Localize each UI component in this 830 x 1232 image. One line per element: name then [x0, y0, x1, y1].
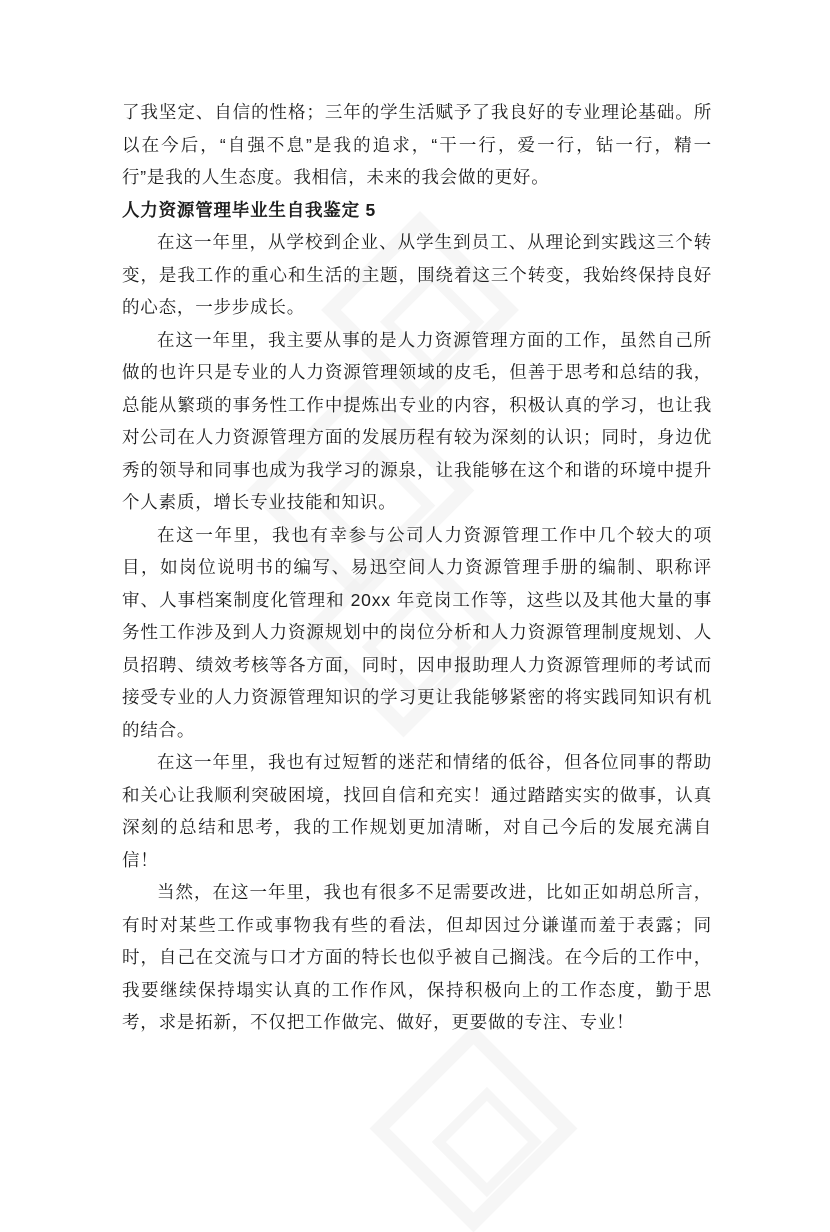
paragraph: 当然，在这一年里，我也有很多不足需要改进，比如正如胡总所言，有时对某些工作或事物我有些的看法，但却因过分谦谨而羞于表露；同时，自己在交流与口才方面的特长也似乎被自己搁浅。在今后的工作中，我要继续保持塌实认真的工作作风，保持积极向上的工作态度，勤于思考，求是拓新，不仅把工作做完、做好，更要做的专注、专业！: [122, 882, 712, 1032]
watermark-logo-icon: [400, 1055, 570, 1225]
paragraph: 在这一年里，从学校到企业、从学生到员工、从理论到实践这三个转变，是我工作的重心和生活的主题，围绕着这三个转变，我始终保持良好的心态，一步步成长。: [122, 232, 712, 317]
document-page: [122, 96, 712, 1039]
paragraph: 在这一年里，我也有过短暂的迷茫和情绪的低谷，但各位同事的帮助和关心让我顺利突破困境，找回自信和充实！通过踏踏实实的做事，认真深刻的总结和思考，我的工作规划更加清晰，对自己今后的发展充满自信！: [122, 752, 712, 870]
section-heading: 人力资源管理毕业生自我鉴定 5: [122, 199, 377, 220]
paragraph: 在这一年里，我主要从事的是人力资源管理方面的工作，虽然自己所做的也许只是专业的人力资源管理领域的皮毛，但善于思考和总结的我，总能从繁琐的事务性工作中提炼出专业的内容，积极认真的学习，也让我对公司在人力资源管理方面的发展历程有较为深刻的认识；同时，身边优秀的领导和同事也成为我学习的源泉，让我能够在这个和谐的环境中提升个人素质，增长专业技能和知识。: [122, 329, 712, 512]
lead-paragraph: 了我坚定、自信的性格；三年的学生活赋予了我良好的专业理论基础。所以在今后，“自强不息”是我的追求，“干一行，爱一行，钻一行，精一行”是我的人生态度。我相信，未来的我会做的更好。: [122, 102, 712, 187]
paragraph: 在这一年里，我也有幸参与公司人力资源管理工作中几个较大的项目，如岗位说明书的编写、易迅空间人力资源管理手册的编制、职称评审、人事档案制度化管理和 20xx 年竞岗工作等，这些以及其他大量的事务性工作涉及到人力资源规划中的岗位分析和人力资源管理制度规划、人员招聘、绩效考核等各方面，同时，因申报助理人力资源管理师的考试而接受专业的人力资源管理知识的学习更让我能够紧密的将实践同知识有机的结合。: [122, 524, 712, 740]
